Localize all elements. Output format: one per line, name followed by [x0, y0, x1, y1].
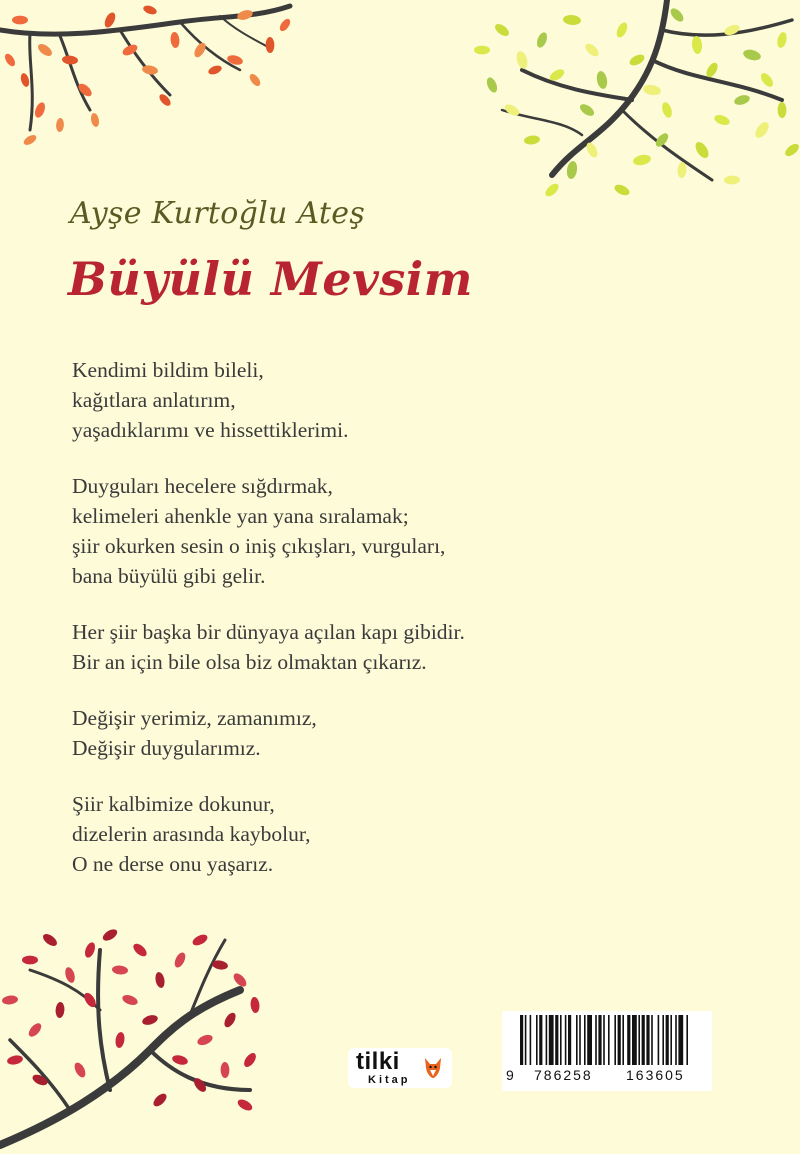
- leaf-decoration: [90, 112, 100, 127]
- poem-line: Değişir yerimiz, zamanımız,: [72, 706, 317, 730]
- barcode-bar: [549, 1015, 554, 1065]
- barcode-bar: [525, 1015, 527, 1065]
- leaf-decoration: [753, 120, 772, 140]
- barcode-bar: [595, 1015, 597, 1065]
- leaf-decoration: [3, 52, 17, 68]
- publisher-logo: [348, 1048, 452, 1088]
- poem-line: kağıtlara anlatırım,: [72, 388, 236, 412]
- leaf-decoration: [151, 1091, 169, 1108]
- poem-text: [72, 355, 632, 905]
- barcode-bar: [560, 1015, 562, 1065]
- poem-line: Şiir kalbimize dokunur,: [72, 792, 275, 816]
- leaf-decoration: [2, 995, 19, 1006]
- barcode-bar: [608, 1015, 610, 1065]
- leaf-decoration: [26, 1021, 43, 1039]
- barcode-bar: [565, 1015, 567, 1065]
- leaf-decoration: [742, 48, 762, 62]
- leaf-decoration: [578, 102, 596, 118]
- poem-line: Değişir duygularımız.: [72, 736, 261, 760]
- barcode-bar: [662, 1015, 664, 1065]
- leaf-decoration: [783, 142, 800, 159]
- leaf-decoration: [668, 6, 685, 24]
- poem-line: kelimeleri ahenkle yan yana sıralamak;: [72, 504, 409, 528]
- barcode-bar: [568, 1015, 571, 1065]
- poem-stanza: [72, 471, 632, 591]
- barcode-bar: [678, 1015, 683, 1065]
- leaf-decoration: [485, 76, 499, 94]
- leaf-decoration: [114, 1031, 125, 1048]
- barcode-bar: [539, 1015, 542, 1065]
- leaf-decoration: [278, 17, 292, 33]
- leaf-decoration: [691, 36, 703, 55]
- leaf-decoration: [131, 941, 149, 958]
- leaf-decoration: [524, 135, 541, 146]
- leaf-decoration: [6, 1054, 23, 1066]
- yellow-tree-illustration: [462, 0, 800, 210]
- poem-stanza: [72, 703, 632, 763]
- barcode-bar: [614, 1015, 616, 1065]
- leaf-decoration: [191, 932, 209, 947]
- leaf-decoration: [101, 927, 119, 943]
- poem-line: Bir an için bile olsa biz olmaktan çıkarız.: [72, 650, 427, 674]
- leaf-decoration: [248, 72, 263, 88]
- barcode-bar: [587, 1015, 592, 1065]
- barcode-bar: [598, 1015, 601, 1065]
- leaf-decoration: [142, 4, 158, 16]
- leaf-decoration: [493, 22, 511, 39]
- leaf-decoration: [642, 84, 661, 97]
- isbn-barcode: [502, 1011, 712, 1091]
- barcode-bar: [627, 1015, 630, 1065]
- fox-icon: [422, 1054, 444, 1080]
- barcode-bar: [579, 1015, 581, 1065]
- leaf-decoration: [776, 31, 788, 49]
- leaf-decoration: [12, 16, 28, 25]
- book-title: Büyülü Mevsim: [68, 252, 473, 306]
- barcode-bar: [546, 1015, 548, 1065]
- leaf-decoration: [72, 1061, 87, 1079]
- barcode-bar: [603, 1015, 605, 1065]
- leaf-decoration: [242, 1051, 259, 1069]
- leaf-decoration: [563, 14, 582, 25]
- leaf-decoration: [628, 52, 646, 67]
- leaf-decoration: [41, 932, 59, 949]
- publisher-logo-subtext: Kitap: [368, 1074, 411, 1086]
- leaf-decoration: [222, 1011, 238, 1029]
- leaf-decoration: [22, 956, 38, 965]
- poem-line: O ne derse onu yaşarız.: [72, 852, 274, 876]
- leaf-decoration: [693, 140, 711, 160]
- publisher-logo-text: tilki: [356, 1048, 400, 1075]
- barcode-bar: [530, 1015, 532, 1065]
- poem-line: Kendimi bildim bileli,: [72, 358, 264, 382]
- leaf-decoration: [713, 113, 731, 127]
- leaf-decoration: [660, 101, 673, 119]
- leaf-decoration: [595, 70, 608, 90]
- barcode-bar: [658, 1015, 660, 1065]
- leaf-decoration: [207, 64, 223, 76]
- leaf-decoration: [55, 1002, 65, 1019]
- leaf-decoration: [543, 181, 561, 198]
- barcode-bar: [536, 1015, 538, 1065]
- barcode-bar: [666, 1015, 669, 1065]
- barcode-group-left: 786258: [534, 1067, 593, 1083]
- poem-stanza: [72, 617, 632, 677]
- leaf-decoration: [615, 21, 630, 39]
- leaf-decoration: [121, 993, 139, 1007]
- barcode-bar: [632, 1015, 637, 1065]
- leaf-decoration: [613, 183, 631, 198]
- leaf-decoration: [724, 175, 740, 184]
- poem-line: şiir okurken sesin o iniş çıkışları, vurguları,: [72, 534, 446, 558]
- leaf-decoration: [33, 101, 47, 119]
- leaf-decoration: [103, 11, 118, 29]
- leaf-decoration: [220, 1062, 229, 1078]
- poem-stanza: [72, 355, 632, 445]
- leaf-decoration: [777, 102, 786, 118]
- barcode-bar: [555, 1015, 558, 1065]
- barcode-bar: [675, 1015, 677, 1065]
- leaf-decoration: [250, 997, 260, 1014]
- barcode-group-right: 163605: [626, 1067, 685, 1083]
- leaf-decoration: [677, 162, 687, 179]
- barcode-bar: [646, 1015, 649, 1065]
- leaf-decoration: [583, 41, 601, 58]
- poem-line: Her şiir başka bir dünyaya açılan kapı gibidir.: [72, 620, 465, 644]
- barcode-bar: [651, 1015, 653, 1065]
- leaf-decoration: [83, 941, 97, 959]
- orange-branch-illustration: [0, 0, 300, 150]
- leaf-decoration: [265, 37, 274, 53]
- barcode-bar: [670, 1015, 672, 1065]
- leaf-decoration: [170, 32, 180, 49]
- poem-line: bana büyülü gibi gelir.: [72, 564, 266, 588]
- leaf-decoration: [173, 951, 188, 969]
- barcode-bar: [638, 1015, 640, 1065]
- barcode-bar: [618, 1015, 621, 1065]
- leaf-decoration: [632, 153, 652, 166]
- leaf-decoration: [196, 1033, 214, 1047]
- barcode-bar: [584, 1015, 586, 1065]
- leaf-decoration: [566, 160, 579, 179]
- barcode-bar: [642, 1015, 645, 1065]
- leaf-decoration: [64, 966, 77, 984]
- leaf-decoration: [141, 1013, 159, 1026]
- leaf-decoration: [154, 971, 166, 988]
- leaf-decoration: [22, 133, 38, 147]
- poem-line: yaşadıklarımı ve hissettiklerimi.: [72, 418, 349, 442]
- leaf-decoration: [62, 55, 79, 65]
- author-name: Ayşe Kurtoğlu Ateş: [70, 196, 366, 231]
- leaf-decoration: [236, 1097, 254, 1113]
- leaf-decoration: [474, 46, 490, 55]
- leaf-decoration: [733, 93, 751, 106]
- leaf-decoration: [236, 8, 254, 21]
- barcode-digit-first: 9: [506, 1067, 514, 1083]
- leaf-decoration: [56, 118, 65, 133]
- barcode-bars: [520, 1015, 706, 1071]
- barcode-bar: [686, 1015, 688, 1065]
- leaf-decoration: [515, 50, 529, 70]
- barcode-bar: [622, 1015, 624, 1065]
- barcode-bar: [520, 1015, 523, 1065]
- barcode-bar: [576, 1015, 578, 1065]
- leaf-decoration: [759, 71, 776, 89]
- poem-line: Duyguları hecelere sığdırmak,: [72, 474, 333, 498]
- leaf-decoration: [31, 1073, 49, 1088]
- red-tree-illustration: [0, 920, 270, 1154]
- leaf-decoration: [112, 965, 129, 975]
- poem-line: dizelerin arasında kaybolur,: [72, 822, 311, 846]
- leaf-decoration: [171, 1054, 189, 1067]
- leaf-decoration: [19, 72, 30, 88]
- leaf-decoration: [36, 42, 54, 59]
- poem-stanza: [72, 789, 632, 879]
- leaf-decoration: [535, 31, 549, 49]
